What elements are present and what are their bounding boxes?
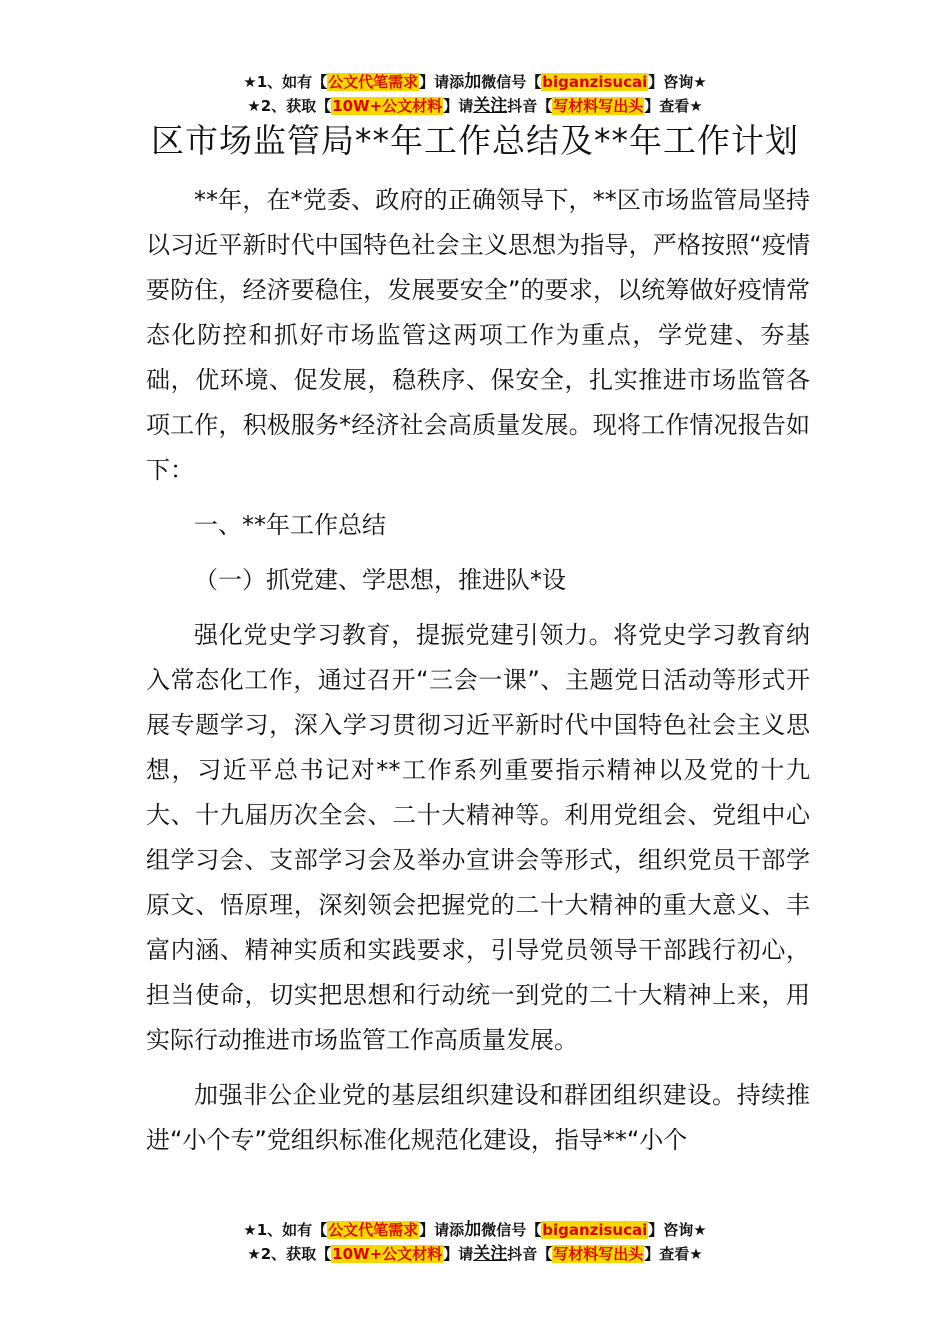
highlight-wechat-id: biganzisucai bbox=[542, 73, 648, 91]
banner-line-1: ★1、如有【公文代笔需求】请添加微信号【biganzisucai】咨询★ bbox=[243, 72, 707, 92]
highlight-douyin: 写材料写出头 bbox=[553, 1245, 644, 1263]
highlight-douyin: 写材料写出头 bbox=[553, 97, 644, 115]
footer-banner bbox=[0, 1218, 950, 1266]
subsection-heading: （一）抓党建、学思想，推进队*设 bbox=[194, 566, 566, 594]
highlight-service: 公文代笔需求 bbox=[328, 1221, 419, 1239]
highlight-materials: 10W+公文材料 bbox=[332, 97, 443, 115]
body-paragraph: 加强非公企业党的基层组织建设和群团组织建设。持续推进“小个专”党组织标准化规范化建设，指导**“小个 bbox=[146, 1081, 810, 1154]
intro-paragraph: **年，在*党委、政府的正确领导下，**区市场监管局坚持以习近平新时代中国特色社会主义思想为指导，严格按照“疫情要防住，经济要稳住，发展要安全”的要求，以统筹做好疫情常态化防控和抓好市场监管这两项工作为重点，学党建、夯基础，优环境、促发展，稳秩序、保安全，扎实推进市场监管各项工作，积极服务*经济社会高质量发展。现将工作情况报告如下： bbox=[146, 186, 810, 484]
banner-line-2: ★2、获取【10W+公文材料】请关注抖音【写材料写出头】查看★ bbox=[247, 96, 703, 116]
document-title: 区市场监管局**年工作总结及**年工作计划 bbox=[151, 121, 799, 160]
highlight-service: 公文代笔需求 bbox=[328, 73, 419, 91]
highlight-materials: 10W+公文材料 bbox=[332, 1245, 443, 1263]
document-body bbox=[146, 178, 810, 1163]
section-heading: 一、**年工作总结 bbox=[194, 511, 386, 539]
banner-line-2: ★2、获取【10W+公文材料】请关注抖音【写材料写出头】查看★ bbox=[247, 1244, 703, 1264]
banner-line-1: ★1、如有【公文代笔需求】请添加微信号【biganzisucai】咨询★ bbox=[243, 1220, 707, 1240]
highlight-wechat-id: biganzisucai bbox=[542, 1221, 648, 1239]
body-paragraph: 强化党史学习教育，提振党建引领力。将党史学习教育纳入常态化工作，通过召开“三会一课”、主题党日活动等形式开展专题学习，深入学习贯彻习近平新时代中国特色社会主义思想，习近平总书记对**工作系列重要指示精神以及党的十九大、十九届历次全会、二十大精神等。利用党组会、党组中心组学习会、支部学习会及举办宣讲会等形式，组织党员干部学原文、悟原理，深刻领会把握党的二十大精神的重大意义、丰富内涵、精神实质和实践要求，引导党员领导干部践行初心，担当使命，切实把思想和行动统一到党的二十大精神上来，用实际行动推进市场监管工作高质量发展。 bbox=[146, 621, 810, 1054]
header-banner bbox=[0, 70, 950, 118]
